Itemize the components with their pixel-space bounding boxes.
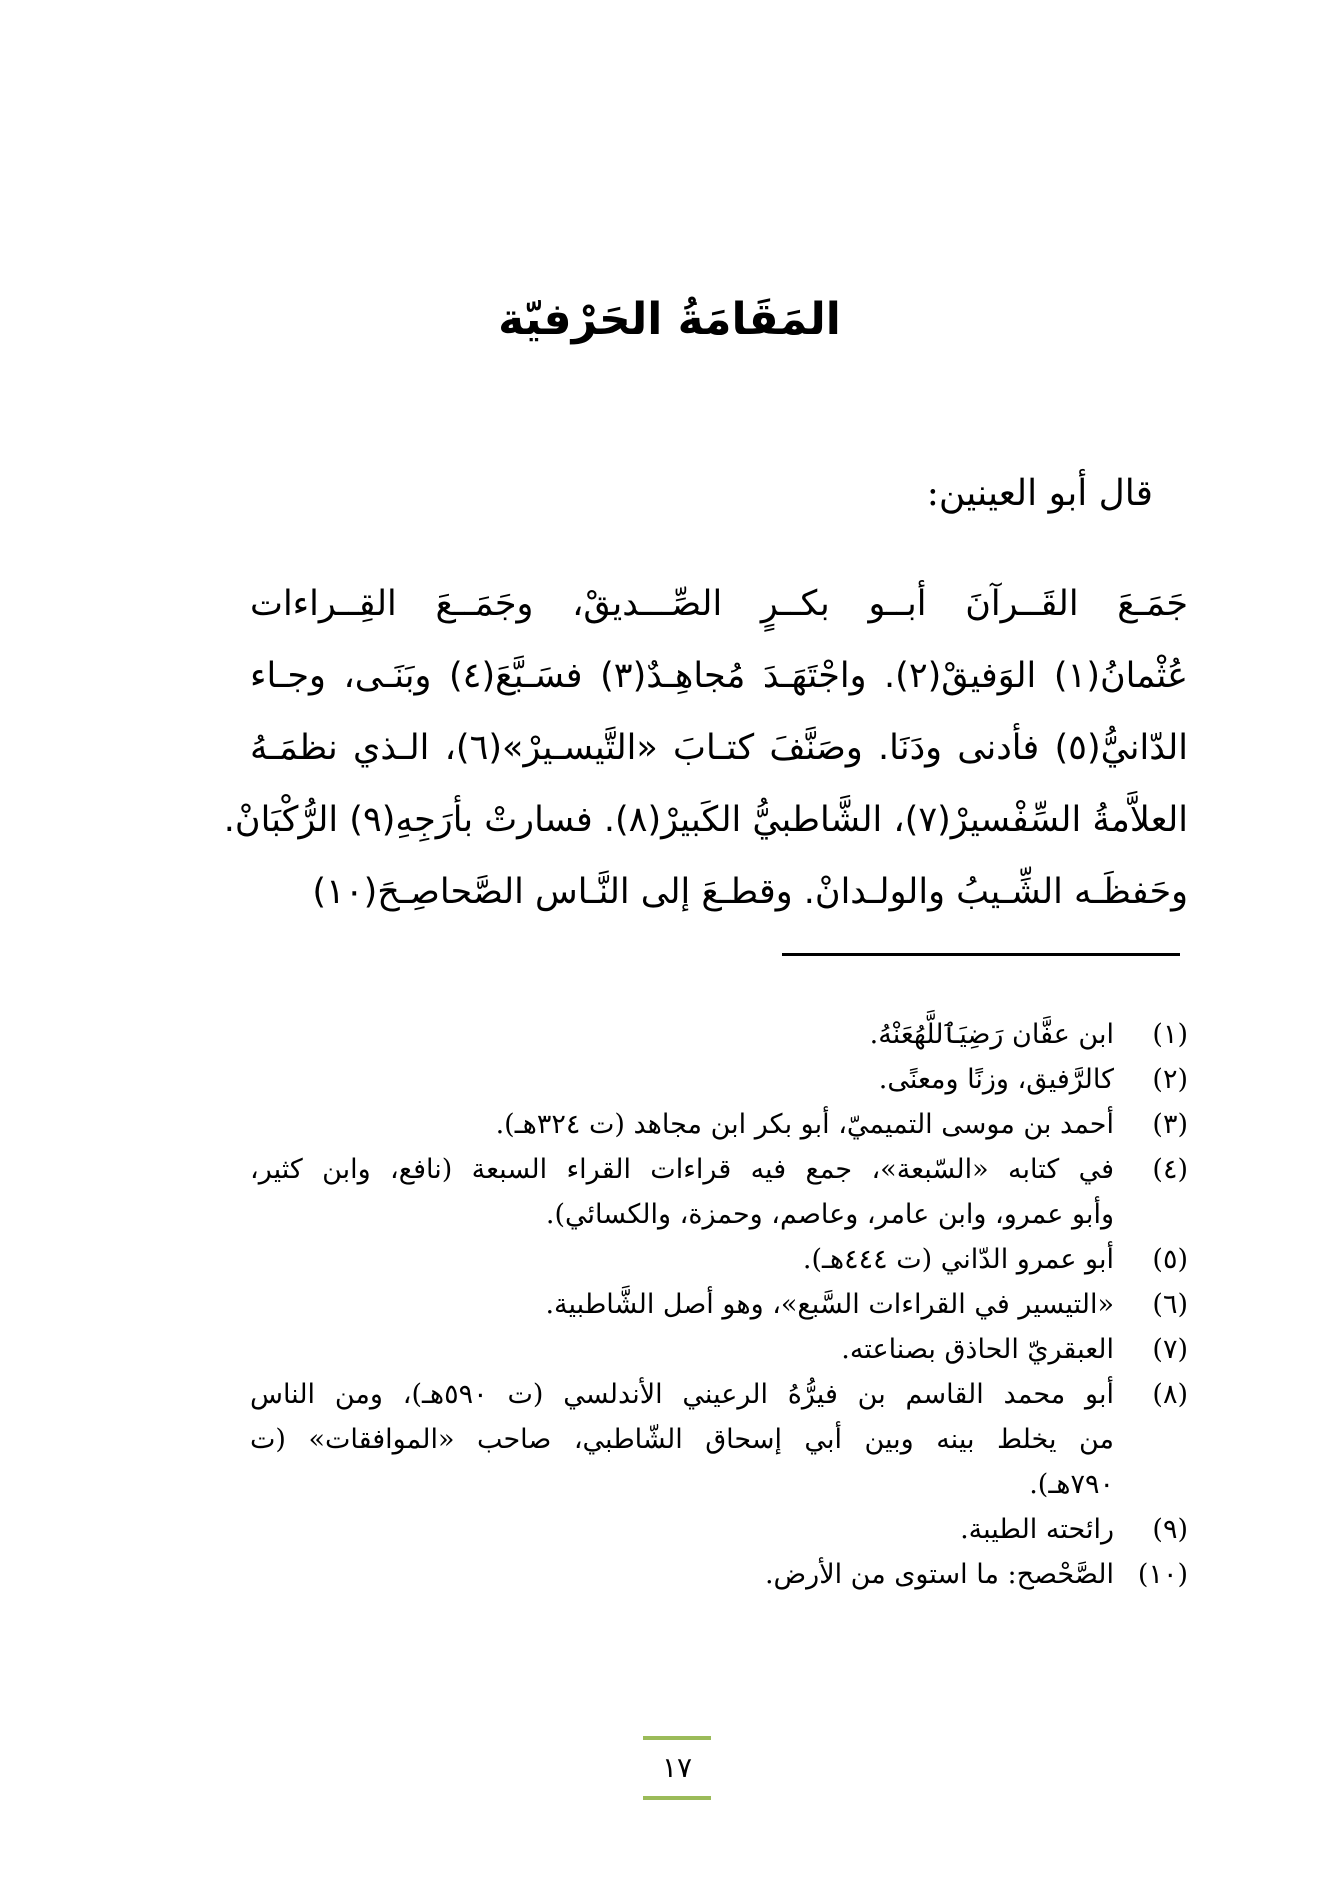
footnote-line: وأبو عمرو، وابن عامر، وعاصم، وحمزة، والكسائي). — [545, 1199, 1114, 1230]
page-number-rule-top — [643, 1736, 711, 1740]
speaker-line: قال أبو العينين: — [926, 473, 1153, 514]
footnote-item — [250, 1507, 1188, 1552]
footnote-separator — [782, 953, 1180, 956]
footnote-line: أبو محمد القاسم بن فيرُّهُ الرعيني الأندلسي (ت ٥٩٠هـ)، ومن الناس — [250, 1379, 1114, 1410]
footnote-number: (٩) — [1152, 1514, 1188, 1545]
footnote-line: أحمد بن موسى التميميّ، أبو بكر ابن مجاهد (ت ٣٢٤هـ). — [495, 1109, 1114, 1140]
footnote-line: رائحته الطيبة. — [960, 1514, 1114, 1545]
footnote-line: ابن عفَّان رَضِيَٱللَّهُعَنْهُ. — [869, 1019, 1114, 1050]
footnote-item — [250, 1282, 1188, 1327]
footnote-text — [250, 1057, 1114, 1102]
footnote-text — [250, 1282, 1114, 1327]
footnote-item — [250, 1147, 1188, 1237]
body-line: العلاَّمةُ السِّفْسيرْ(٧)، الشَّاطبيُّ الكَبيرْ(٨). فسارتْ بأرَجِهِ(٩) الرُّكْبَانْ. — [223, 800, 1188, 840]
footnote-line: كالرَّفيق، وزنًا ومعنًى. — [878, 1064, 1114, 1095]
footnote-text — [250, 1012, 1114, 1057]
footnote-number: (٥) — [1152, 1244, 1188, 1275]
footnote-number: (٤) — [1152, 1154, 1188, 1185]
footnote-text — [250, 1372, 1114, 1507]
footnote-text — [250, 1507, 1114, 1552]
footnote-item — [250, 1372, 1188, 1507]
footnote-text — [250, 1327, 1114, 1372]
footnote-line: ٧٩٠هـ). — [1029, 1469, 1114, 1500]
maqama-body — [223, 568, 1189, 928]
footnote-number: (٧) — [1152, 1334, 1188, 1365]
footnote-item — [250, 1102, 1188, 1147]
footnotes-list — [250, 1012, 1188, 1597]
body-line: الدّانيُّ(٥) فأدنى ودَنَا. وصَنَّفَ كتـابَ «التَّيسـيرْ»(٦)، الـذي نظمَـهُ — [250, 728, 1188, 768]
body-line: عُثْمانُ(١) الوَفيقْ(٢). واجْتَهَـدَ مُجاهِـدٌ(٣) فسَـبَّعَ(٤) وبَنَـى، وجـاء — [250, 656, 1189, 696]
footnote-line: في كتابه «السّبعة»، جمع فيه قراءات القراء السبعة (نافع، وابن كثير، — [250, 1154, 1114, 1185]
footnote-item — [250, 1552, 1188, 1597]
page-number-rule-bottom — [643, 1796, 711, 1800]
footnote-item — [250, 1012, 1188, 1057]
footnote-item — [250, 1057, 1188, 1102]
footnote-number: (٣) — [1152, 1109, 1188, 1140]
footnote-number: (٨) — [1152, 1379, 1188, 1410]
footnote-text — [250, 1102, 1114, 1147]
footnote-number: (٦) — [1152, 1289, 1188, 1320]
footnote-text — [250, 1147, 1114, 1237]
footnote-line: العبقريّ الحاذق بصناعته. — [841, 1334, 1114, 1365]
footnote-item — [250, 1237, 1188, 1282]
footnote-number: (١٠) — [1137, 1559, 1188, 1590]
footnote-line: «التيسير في القراءات السَّبع»، وهو أصل الشَّاطبية. — [545, 1289, 1114, 1320]
footnote-item — [250, 1327, 1188, 1372]
footnote-number: (٢) — [1152, 1064, 1188, 1095]
footnote-number: (١) — [1152, 1019, 1188, 1050]
body-line: جَمَـعَ القَــرآنَ أبــو بكــرٍ الصِّـــديقْ، وجَمَــعَ القِــراءات — [250, 584, 1188, 624]
footnote-text — [250, 1237, 1114, 1282]
page-number: ١٧ — [661, 1751, 693, 1784]
footnote-line: الصَّحْصح: ما استوى من الأرض. — [764, 1559, 1114, 1590]
body-line: وحَفظَـه الشِّـيبُ والولـدانْ. وقطـعَ إلى النَّـاس الصَّحاصِـحَ(١٠) — [312, 872, 1188, 912]
footnote-line: أبو عمرو الدّاني (ت ٤٤٤هـ). — [802, 1244, 1114, 1275]
page-title: المَقَامَةُ الحَرْفيّة — [498, 294, 841, 345]
footnote-line: من يخلط بينه وبين أبي إسحاق الشّاطبي، صاحب «الموافقات» (ت — [250, 1424, 1114, 1455]
footnote-text — [250, 1552, 1114, 1597]
